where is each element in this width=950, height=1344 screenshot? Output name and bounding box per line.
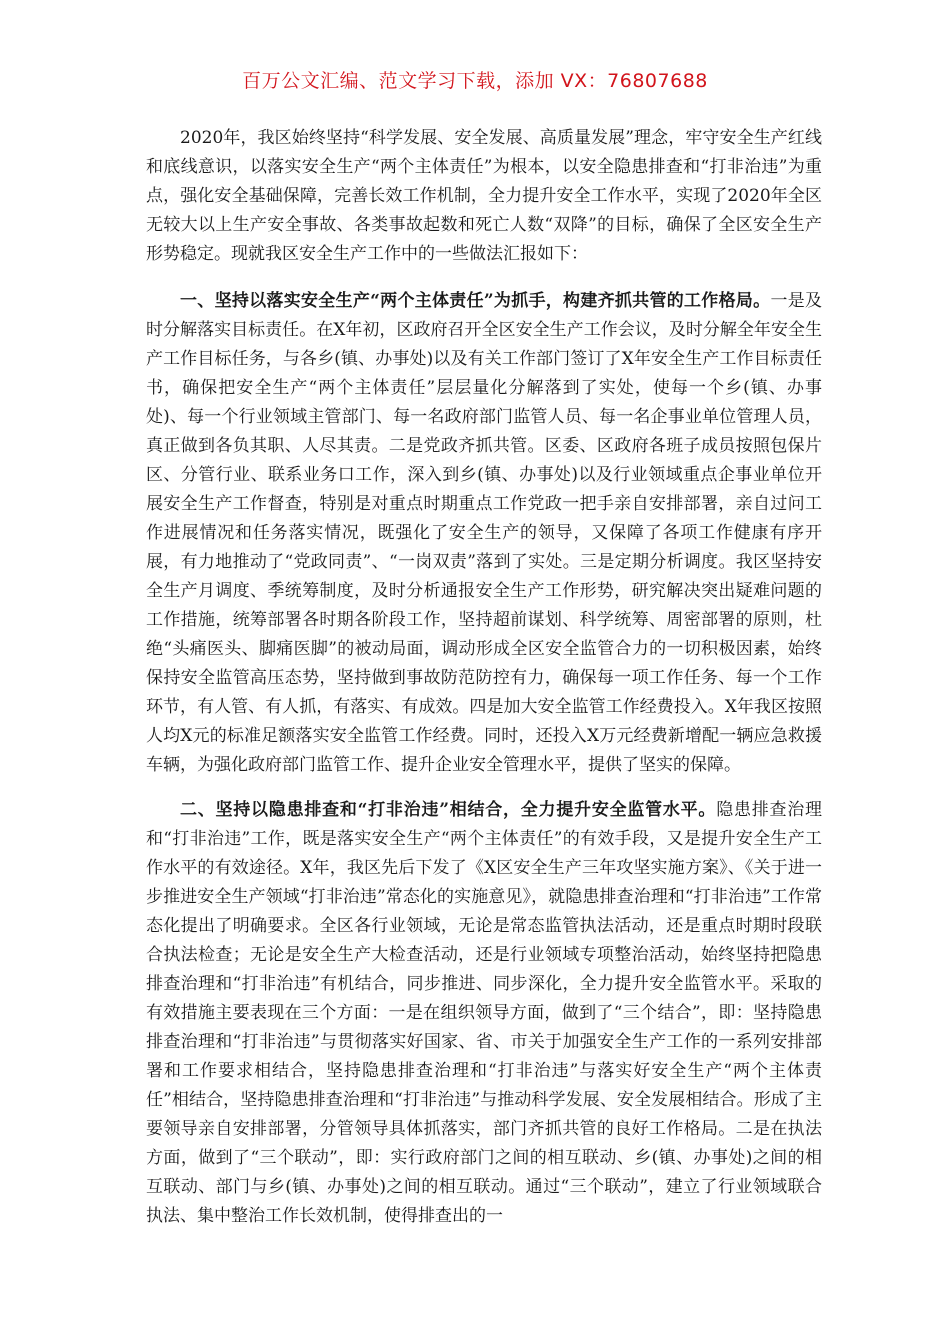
section-1-heading: 一、坚持以落实安全生产“两个主体责任”为抓手，构建齐抓共管的工作格局。 bbox=[180, 291, 771, 311]
section-1-paragraph bbox=[146, 287, 822, 780]
section-2-heading: 二、坚持以隐患排查和“打非治违”相结合，全力提升安全监管水平。 bbox=[180, 800, 717, 820]
section-2-paragraph bbox=[146, 796, 822, 1231]
download-notice-header: 百万公文汇编、范文学习下载，添加 VX：76807688 bbox=[242, 70, 708, 92]
document-body bbox=[146, 124, 822, 1247]
intro-paragraph: 2020年，我区始终坚持“科学发展、安全发展、高质量发展”理念，牢守安全生产红线和底线意识，以落实安全生产“两个主体责任”为根本，以安全隐患排查和“打非治违”为重点，强化安全基础保障，完善长效工作机制，全力提升安全工作水平，实现了2020年全区无较大以上生产安全事故、各类事故起数和死亡人数“双降”的目标，确保了全区安全生产形势稳定。现就我区安全生产工作中的一些做法汇报如下： bbox=[146, 128, 822, 264]
section-2-text: 隐患排查治理和“打非治违”工作，既是落实安全生产“两个主体责任”的有效手段，又是提升安全生产工作水平的有效途径。X年，我区先后下发了《X区安全生产三年攻坚实施方案》、《关于进一步推进安全生产领域“打非治违”常态化的实施意见》，就隐患排查治理和“打非治违”工作常态化提出了明确要求。全区各行业领域，无论是常态监管执法活动，还是重点时期时段联合执法检查；无论是安全生产大检查活动，还是行业领域专项整治活动，始终坚持把隐患排查治理和“打非治违”有机结合，同步推进、同步深化，全力提升安全监管水平。采取的有效措施主要表现在三个方面：一是在组织领导方面，做到了“三个结合”，即：坚持隐患排查治理和“打非治违”与贯彻落实好国家、省、市关于加强安全生产工作的一系列安排部署和工作要求相结合，坚持隐患排查治理和“打非治违”与落实好安全生产“两个主体责任”相结合，坚持隐患排查治理和“打非治违”与推动科学发展、安全发展相结合。形成了主要领导亲自安排部署，分管领导具体抓落实，部门齐抓共管的良好工作格局。二是在执法方面，做到了“三个联动”，即：实行政府部门之间的相互联动、乡(镇、办事处)之间的相互联动、部门与乡(镇、办事处)之间的相互联动。通过“三个联动”，建立了行业领域联合执法、集中整治工作长效机制，使得排查出的一 bbox=[146, 800, 822, 1226]
section-1-text: 一是及时分解落实目标责任。在X年初，区政府召开全区安全生产工作会议，及时分解全年安全生产工作目标任务，与各乡(镇、办事处)以及有关工作部门签订了X年安全生产工作目标责任书，确保把安全生产“两个主体责任”层层量化分解落到了实处，使每一个乡(镇、办事处)、每一个行业领域主管部门、每一名政府部门监管人员、每一名企事业单位管理人员，真正做到各负其职、人尽其责。二是党政齐抓共管。区委、区政府各班子成员按照包保片区、分管行业、联系业务口工作，深入到乡(镇、办事处)以及行业领域重点企事业单位开展安全生产工作督查，特别是对重点时期重点工作党政一把手亲自安排部署，亲自过问工作进展情况和任务落实情况，既强化了安全生产的领导，又保障了各项工作健康有序开展，有力地推动了“党政同责”、“一岗双责”落到了实处。三是定期分析调度。我区坚持安全生产月调度、季统筹制度，及时分析通报安全生产工作形势，研究解决突出疑难问题的工作措施，统筹部署各时期各阶段工作，坚持超前谋划、科学统筹、周密部署的原则，杜绝“头痛医头、脚痛医脚”的被动局面，调动形成全区安全监管合力的一切积极因素，始终保持安全监管高压态势，坚持做到事故防范防控有力，确保每一项工作任务、每一个工作环节，有人管、有人抓，有落实、有成效。四是加大安全监管工作经费投入。X年我区按照人均X元的标准足额落实安全监管工作经费。同时，还投入X万元经费新增配一辆应急救援车辆，为强化政府部门监管工作、提升企业安全管理水平，提供了坚实的保障。 bbox=[146, 291, 823, 775]
